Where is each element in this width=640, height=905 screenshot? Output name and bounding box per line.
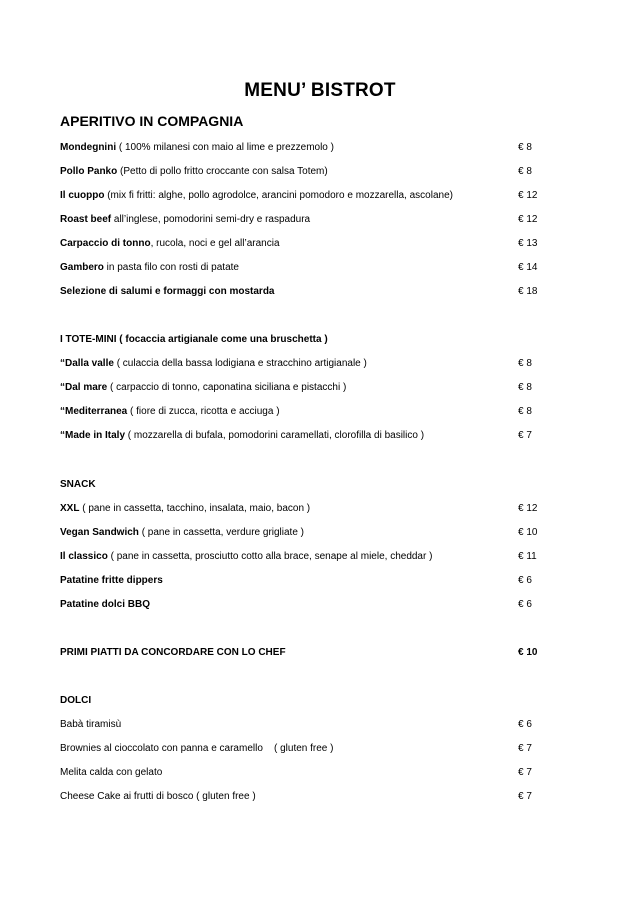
- item-name: Patatine dolci BBQ: [60, 599, 151, 610]
- item-desc: Melita calda con gelato: [60, 767, 163, 778]
- menu-item: [60, 593, 580, 617]
- section-dolci: [60, 689, 580, 809]
- item-name: Roast beef: [60, 214, 112, 225]
- section-heading: I TOTE-MINI ( focaccia artigianale come una bruschetta ): [60, 334, 328, 345]
- item-name: Selezione di salumi e formaggi con mostarda: [60, 286, 275, 297]
- item-price: € 10: [518, 527, 538, 538]
- item-desc: all’inglese, pomodorini semi-dry e raspadura: [111, 214, 311, 225]
- item-price: € 8: [518, 166, 532, 177]
- item-desc: ( mozzarella di bufala, pomodorini caramellati, clorofilla di basilico ): [125, 430, 425, 441]
- item-price: € 13: [518, 238, 538, 249]
- item-price: € 12: [518, 214, 538, 225]
- menu-item: [60, 545, 580, 569]
- item-price: € 7: [518, 791, 532, 802]
- item-price: € 7: [518, 743, 532, 754]
- item-desc: ( pane in cassetta, prosciutto cotto alla brace, senape al miele, cheddar ): [107, 551, 433, 562]
- item-desc: Babà tiramisù: [60, 719, 122, 730]
- item-price: € 8: [518, 142, 532, 153]
- item-name: XXL: [60, 503, 80, 514]
- menu-item: [60, 713, 580, 737]
- item-price: € 8: [518, 406, 532, 417]
- item-desc: ( 100% milanesi con maio al lime e prezzemolo ): [116, 142, 334, 153]
- item-price: € 7: [518, 430, 532, 441]
- item-price: € 6: [518, 575, 532, 586]
- item-desc: ( pane in cassetta, verdure grigliate ): [138, 527, 305, 538]
- menu-item: [60, 184, 580, 208]
- item-desc: ( carpaccio di tonno, caponatina siciliana e pistacchi ): [107, 382, 347, 393]
- item-name: Carpaccio di tonno: [60, 238, 151, 249]
- section-primi: [60, 641, 580, 665]
- menu-title: MENU’ BISTROT: [244, 80, 396, 101]
- item-name: Il classico: [60, 551, 108, 562]
- menu-item: [60, 256, 580, 280]
- menu-item: [60, 280, 580, 304]
- section-heading-row: [60, 689, 580, 713]
- section-heading-row: [60, 328, 580, 352]
- item-price: € 8: [518, 358, 532, 369]
- item-price: € 10: [518, 647, 538, 658]
- menu-item: [60, 569, 580, 593]
- item-name: “Dalla valle: [60, 358, 114, 369]
- item-name: PRIMI PIATTI DA CONCORDARE CON LO CHEF: [60, 647, 286, 658]
- item-name: Pollo Panko: [60, 166, 118, 177]
- section-heading-row: [60, 473, 580, 497]
- item-price: € 6: [518, 599, 532, 610]
- item-desc: in pasta filo con rosti di patate: [103, 262, 239, 273]
- menu-item: [60, 232, 580, 256]
- item-name: Gambero: [60, 262, 104, 273]
- menu-item: [60, 761, 580, 785]
- section-heading: SNACK: [60, 479, 96, 490]
- menu-item: [60, 737, 580, 761]
- item-desc: (Petto di pollo fritto croccante con salsa Totem): [117, 166, 328, 177]
- item-name: “Dal mare: [60, 382, 108, 393]
- menu-item: [60, 400, 580, 424]
- item-name: Il cuoppo: [60, 190, 105, 201]
- item-desc: Brownies al cioccolato con panna e caramello ( gluten free ): [60, 743, 334, 754]
- section-snack: [60, 473, 580, 617]
- item-name: “Made in Italy: [60, 430, 126, 441]
- item-name: Vegan Sandwich: [60, 527, 139, 538]
- menu-item: [60, 424, 580, 448]
- section-heading: APERITIVO IN COMPAGNIA: [60, 113, 244, 129]
- menu-item: [60, 785, 580, 809]
- item-desc: , rucola, noci e gel all’arancia: [150, 238, 280, 249]
- menu-item: [60, 497, 580, 521]
- item-desc: (mix fi fritti: alghe, pollo agrodolce, arancini pomodoro e mozzarella, ascolane): [104, 190, 453, 201]
- menu-item: [60, 641, 580, 665]
- menu-item: [60, 521, 580, 545]
- item-price: € 8: [518, 382, 532, 393]
- item-price: € 14: [518, 262, 538, 273]
- item-price: € 6: [518, 719, 532, 730]
- item-price: € 11: [518, 551, 537, 562]
- section-tote-mini: [60, 328, 580, 448]
- item-desc: ( fiore di zucca, ricotta e acciuga ): [127, 406, 280, 417]
- item-name: Mondegnini: [60, 142, 117, 153]
- item-price: € 12: [518, 503, 538, 514]
- item-desc: ( culaccia della bassa lodigiana e stracchino artigianale ): [113, 358, 367, 369]
- item-name: Patatine fritte dippers: [60, 575, 163, 586]
- menu-item: [60, 160, 580, 184]
- menu-item: [60, 352, 580, 376]
- item-desc: ( pane in cassetta, tacchino, insalata, maio, bacon ): [79, 503, 311, 514]
- item-name: “Mediterranea: [60, 406, 128, 417]
- menu-item: [60, 208, 580, 232]
- section-heading: DOLCI: [60, 695, 92, 706]
- menu-item: [60, 376, 580, 400]
- item-price: € 7: [518, 767, 532, 778]
- item-price: € 12: [518, 190, 538, 201]
- section-aperitivo: [60, 113, 580, 304]
- item-desc: Cheese Cake ai frutti di bosco ( gluten free ): [60, 791, 256, 802]
- item-price: € 18: [518, 286, 538, 297]
- menu-item: [60, 136, 580, 160]
